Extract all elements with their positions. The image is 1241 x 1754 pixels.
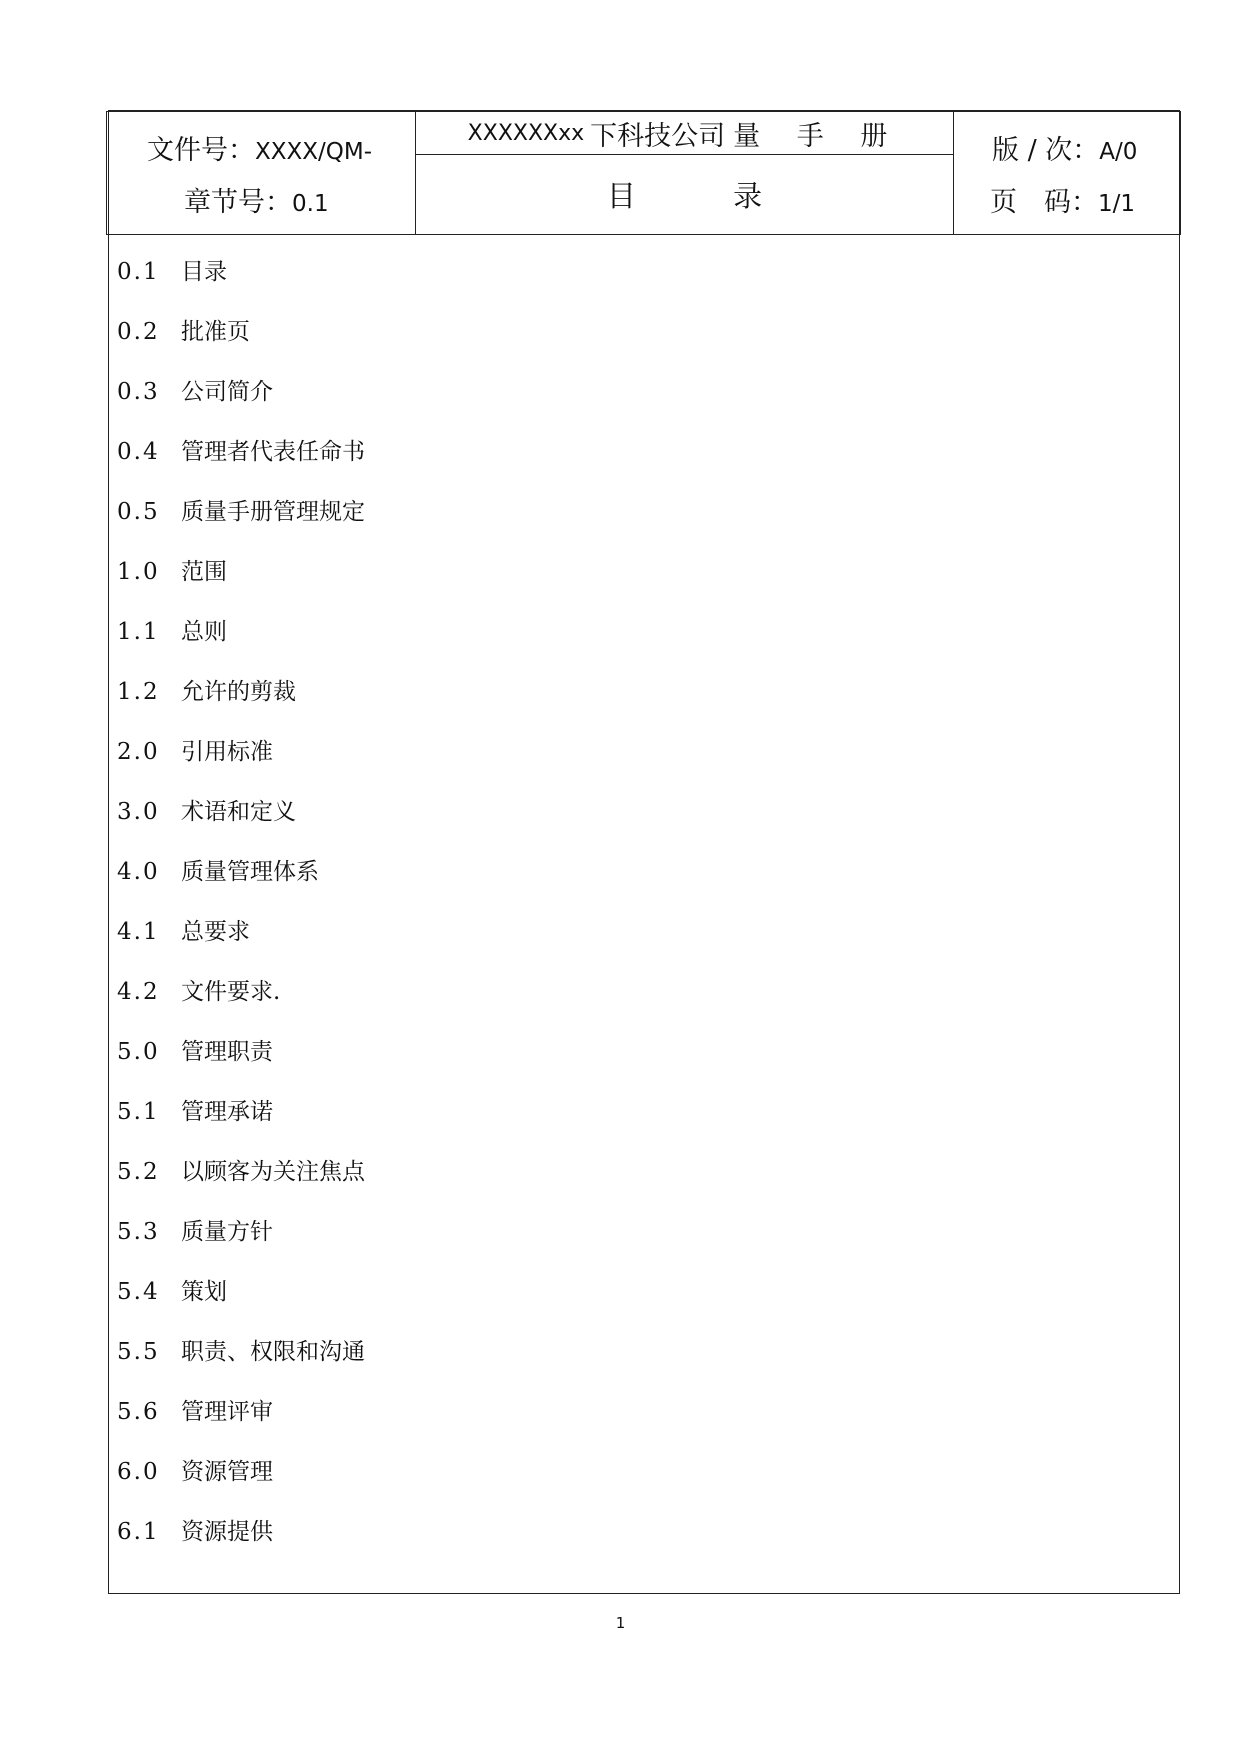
toc-item-number: 5.3 [117, 1219, 160, 1245]
toc-item [117, 732, 365, 792]
toc-item-title: 范围 [181, 559, 227, 585]
chapter-number-value: 0.1 [292, 191, 329, 217]
toc-item-title: 公司简介 [181, 379, 273, 405]
toc-item [117, 612, 365, 672]
toc-item [117, 252, 365, 312]
toc-item-title: 总要求 [181, 919, 250, 945]
toc-item-number: 1.1 [117, 619, 160, 645]
chapter-number-label: 章节号： [184, 187, 292, 218]
toc-item-number: 5.6 [117, 1399, 160, 1425]
toc-item [117, 372, 365, 432]
version [992, 128, 1137, 167]
toc-item-number: 2.0 [117, 739, 160, 765]
toc-item [117, 1272, 365, 1332]
toc-item [117, 1092, 365, 1152]
toc-item-title: 引用标准 [181, 739, 273, 765]
page-code-value: 1/1 [1098, 191, 1136, 217]
toc-item-title: 目录 [181, 259, 227, 285]
toc-item-title: 质量管理体系 [181, 859, 319, 885]
header-left-cell [107, 112, 416, 234]
file-number [147, 128, 372, 167]
toc-item-number: 4.2 [117, 979, 160, 1005]
version-label: 版 / 次： [992, 135, 1100, 166]
toc-item-title: 总则 [181, 619, 227, 645]
toc-item [117, 972, 365, 1032]
toc-item [117, 312, 365, 372]
document-header-table [106, 111, 1181, 235]
toc-item-number: 4.0 [117, 859, 160, 885]
toc-item-number: 1.0 [117, 559, 160, 585]
toc-item-title: 批准页 [181, 319, 250, 345]
toc-item-title: 文件要求. [181, 979, 281, 1005]
toc-item-number: 6.0 [117, 1459, 160, 1485]
toc-item [117, 1152, 365, 1212]
toc-item-title: 资源管理 [181, 1459, 273, 1485]
toc-item-title: 允许的剪裁 [181, 679, 296, 705]
toc-item-number: 1.2 [117, 679, 160, 705]
toc-item-number: 0.5 [117, 499, 160, 525]
toc-item-title: 术语和定义 [181, 799, 296, 825]
toc-item-number: 5.0 [117, 1039, 160, 1065]
toc-item-title: 管理职责 [181, 1039, 273, 1065]
company-manual-title [416, 112, 953, 155]
toc-item-number: 5.5 [117, 1339, 160, 1365]
toc-item-title: 管理者代表任命书 [181, 439, 365, 465]
toc-item [117, 672, 365, 732]
header-middle-cell [416, 112, 954, 234]
manual-title: 量 手 册 [733, 120, 902, 152]
toc-item-title: 质量手册管理规定 [181, 499, 365, 525]
toc-item [117, 1392, 365, 1452]
page-code-label: 页 码： [990, 187, 1098, 218]
toc-item-number: 5.4 [117, 1279, 160, 1305]
chapter-number [184, 180, 329, 219]
table-of-contents [117, 252, 365, 1572]
toc-item [117, 912, 365, 972]
toc-item [117, 1212, 365, 1272]
toc-item-number: 0.2 [117, 319, 160, 345]
toc-item-number: 3.0 [117, 799, 160, 825]
toc-item [117, 852, 365, 912]
company-name: 下科技公司 [590, 120, 726, 152]
toc-item [117, 1512, 365, 1572]
toc-item [117, 1032, 365, 1092]
version-value: A/0 [1099, 139, 1138, 165]
toc-item-title: 策划 [181, 1279, 227, 1305]
toc-item [117, 552, 365, 612]
toc-item [117, 1452, 365, 1512]
toc-item-title: 资源提供 [181, 1519, 273, 1545]
page-number: 1 [615, 1614, 626, 1632]
file-number-value: XXXX/QM- [255, 139, 373, 165]
toc-item-title: 管理评审 [181, 1399, 273, 1425]
header-right-cell [954, 112, 1180, 234]
section-title: 目 录 [606, 179, 807, 213]
toc-item [117, 792, 365, 852]
toc-item [117, 1332, 365, 1392]
toc-item-title: 以顾客为关注焦点 [181, 1159, 365, 1185]
file-number-label: 文件号： [147, 135, 255, 166]
toc-item-number: 0.3 [117, 379, 160, 405]
toc-item-number: 0.1 [117, 259, 160, 285]
toc-item-number: 5.2 [117, 1159, 160, 1185]
toc-item-number: 0.4 [117, 439, 160, 465]
company-latin-name: XXXXXXxx [467, 120, 585, 146]
toc-item-number: 4.1 [117, 919, 160, 945]
toc-item-title: 质量方针 [181, 1219, 273, 1245]
page-code [990, 180, 1135, 219]
toc-item [117, 432, 365, 492]
toc-item [117, 492, 365, 552]
toc-item-title: 职责、权限和沟通 [181, 1339, 365, 1365]
toc-item-number: 5.1 [117, 1099, 160, 1125]
toc-item-number: 6.1 [117, 1519, 160, 1545]
toc-item-title: 管理承诺 [181, 1099, 273, 1125]
